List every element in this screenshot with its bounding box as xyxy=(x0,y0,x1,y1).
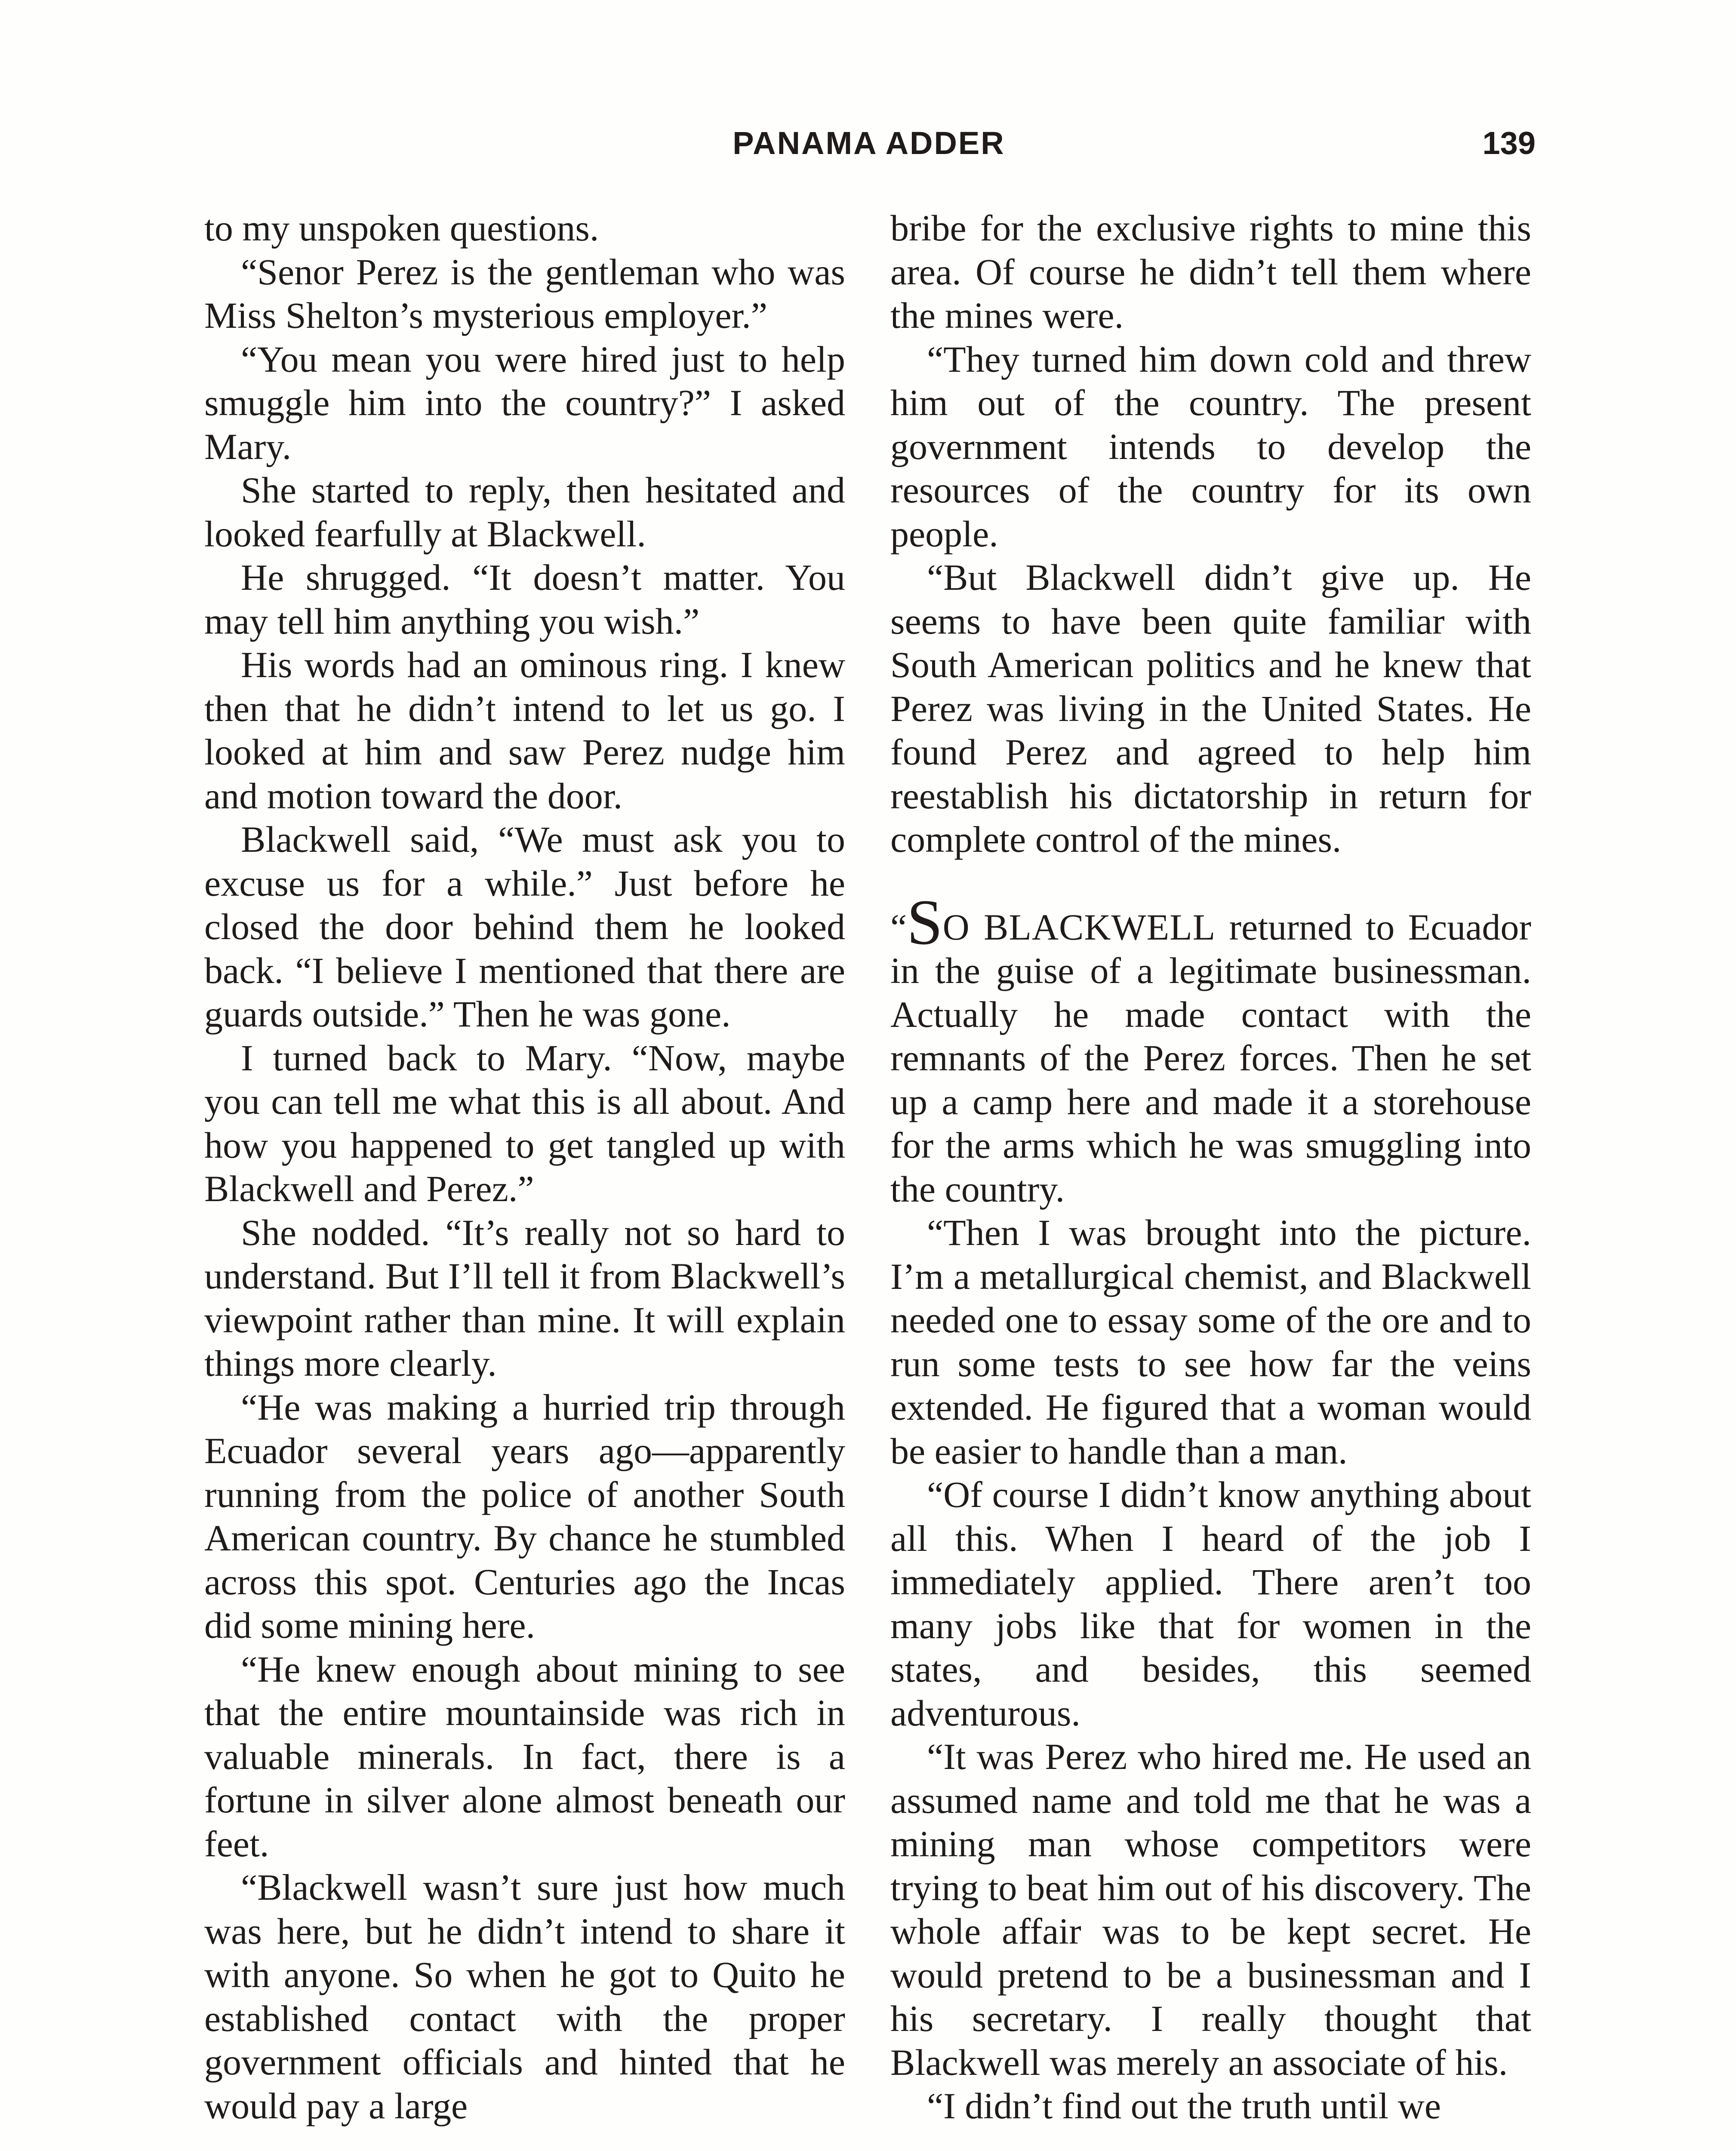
section-text: returned to Ecuador in the guise of a legitimate businessman. Actually he made contact with the remnants of the Perez forces. Then he set up a camp here and made it a storehouse for the arms which he was smuggling into the country. xyxy=(890,906,1531,1210)
running-head xyxy=(202,125,1536,172)
section-open-quote: “ xyxy=(890,906,907,948)
section-lead-words: O BLACKWELL xyxy=(942,906,1216,948)
paragraph: “I didn’t find out the truth until we xyxy=(927,2085,1441,2126)
paragraph: “Of course I didn’t know anything about all this. When I heard of the job I immediately applied. There aren’t too many jobs like that for women in the states, and besides, this seemed adventurous. xyxy=(890,1474,1531,1734)
left-column xyxy=(204,206,845,2128)
section-opening-paragraph xyxy=(890,886,1531,1211)
paragraph: She started to reply, then hesitated and looked fearfully at Blackwell. xyxy=(204,469,845,555)
paragraph: She nodded. “It’s really not so hard to understand. But I’ll tell it from Blackwell’s viewpoint rather than mine. It will explain things more clearly. xyxy=(204,1211,845,1384)
paragraph: “They turned him down cold and threw him out of the country. The present government intends to develop the resources of the country for its own people. xyxy=(890,338,1531,555)
paragraph: “It was Perez who hired me. He used an assumed name and told me that he was a mining man whose competitors were trying to beat him out of his discovery. The whole affair was to be kept secret. He would pretend to be a businessman and I his secretary. I really thought that Blackwell was merely an associate of his. xyxy=(890,1736,1531,2083)
paragraph: bribe for the exclusive rights to mine this area. Of course he didn’t tell them where the mines were. xyxy=(890,207,1531,336)
paragraph: “Then I was brought into the picture. I’m a metallurgical chemist, and Blackwell needed one to essay some of the ore and to run some tests to see how far the veins extended. He figured that a woman would be easier to handle than a man. xyxy=(890,1212,1531,1472)
paragraph: He shrugged. “It doesn’t matter. You may tell him anything you wish.” xyxy=(204,557,845,642)
paragraph: to my unspoken questions. xyxy=(204,207,599,249)
drop-cap: S xyxy=(907,886,943,958)
paragraph: “You mean you were hired just to help smuggle him into the country?” I asked Mary. xyxy=(204,338,845,467)
paragraph: His words had an ominous ring. I knew then that he didn’t intend to let us go. I looked at him and saw Perez nudge him and motion toward the door. xyxy=(204,644,845,817)
paragraph: I turned back to Mary. “Now, maybe you can tell me what this is all about. And how you happened to get tangled up with Blackwell and Perez.” xyxy=(204,1037,845,1209)
paragraph: “Blackwell wasn’t sure just how much was here, but he didn’t intend to share it with anyone. So when he got to Quito he established contact with the proper government officials and hinted that he would pay a large xyxy=(204,1867,845,2126)
paragraph: Blackwell said, “We must ask you to excuse us for a while.” Just before he closed the door behind them he looked back. “I believe I mentioned that there are guards outside.” Then he was gone. xyxy=(204,819,845,1035)
paragraph: “But Blackwell didn’t give up. He seems to have been quite familiar with South American politics and he knew that Perez was living in the United States. He found Perez and agreed to help him reestablish his dictatorship in return for complete control of the mines. xyxy=(890,557,1531,860)
right-column xyxy=(890,206,1531,2128)
paragraph: “Senor Perez is the gentleman who was Miss Shelton’s mysterious employer.” xyxy=(204,251,845,336)
paragraph: “He was making a hurried trip through Ecuador several years ago—apparently running from the police of another South American country. By chance he stumbled across this spot. Centuries ago the Incas did some mining here. xyxy=(204,1386,845,1646)
running-title: PANAMA ADDER xyxy=(733,125,1005,161)
paragraph: “He knew enough about mining to see that the entire mountainside was rich in valuable minerals. In fact, there is a fortune in silver alone almost beneath our feet. xyxy=(204,1648,845,1864)
page-number: 139 xyxy=(1482,125,1536,161)
